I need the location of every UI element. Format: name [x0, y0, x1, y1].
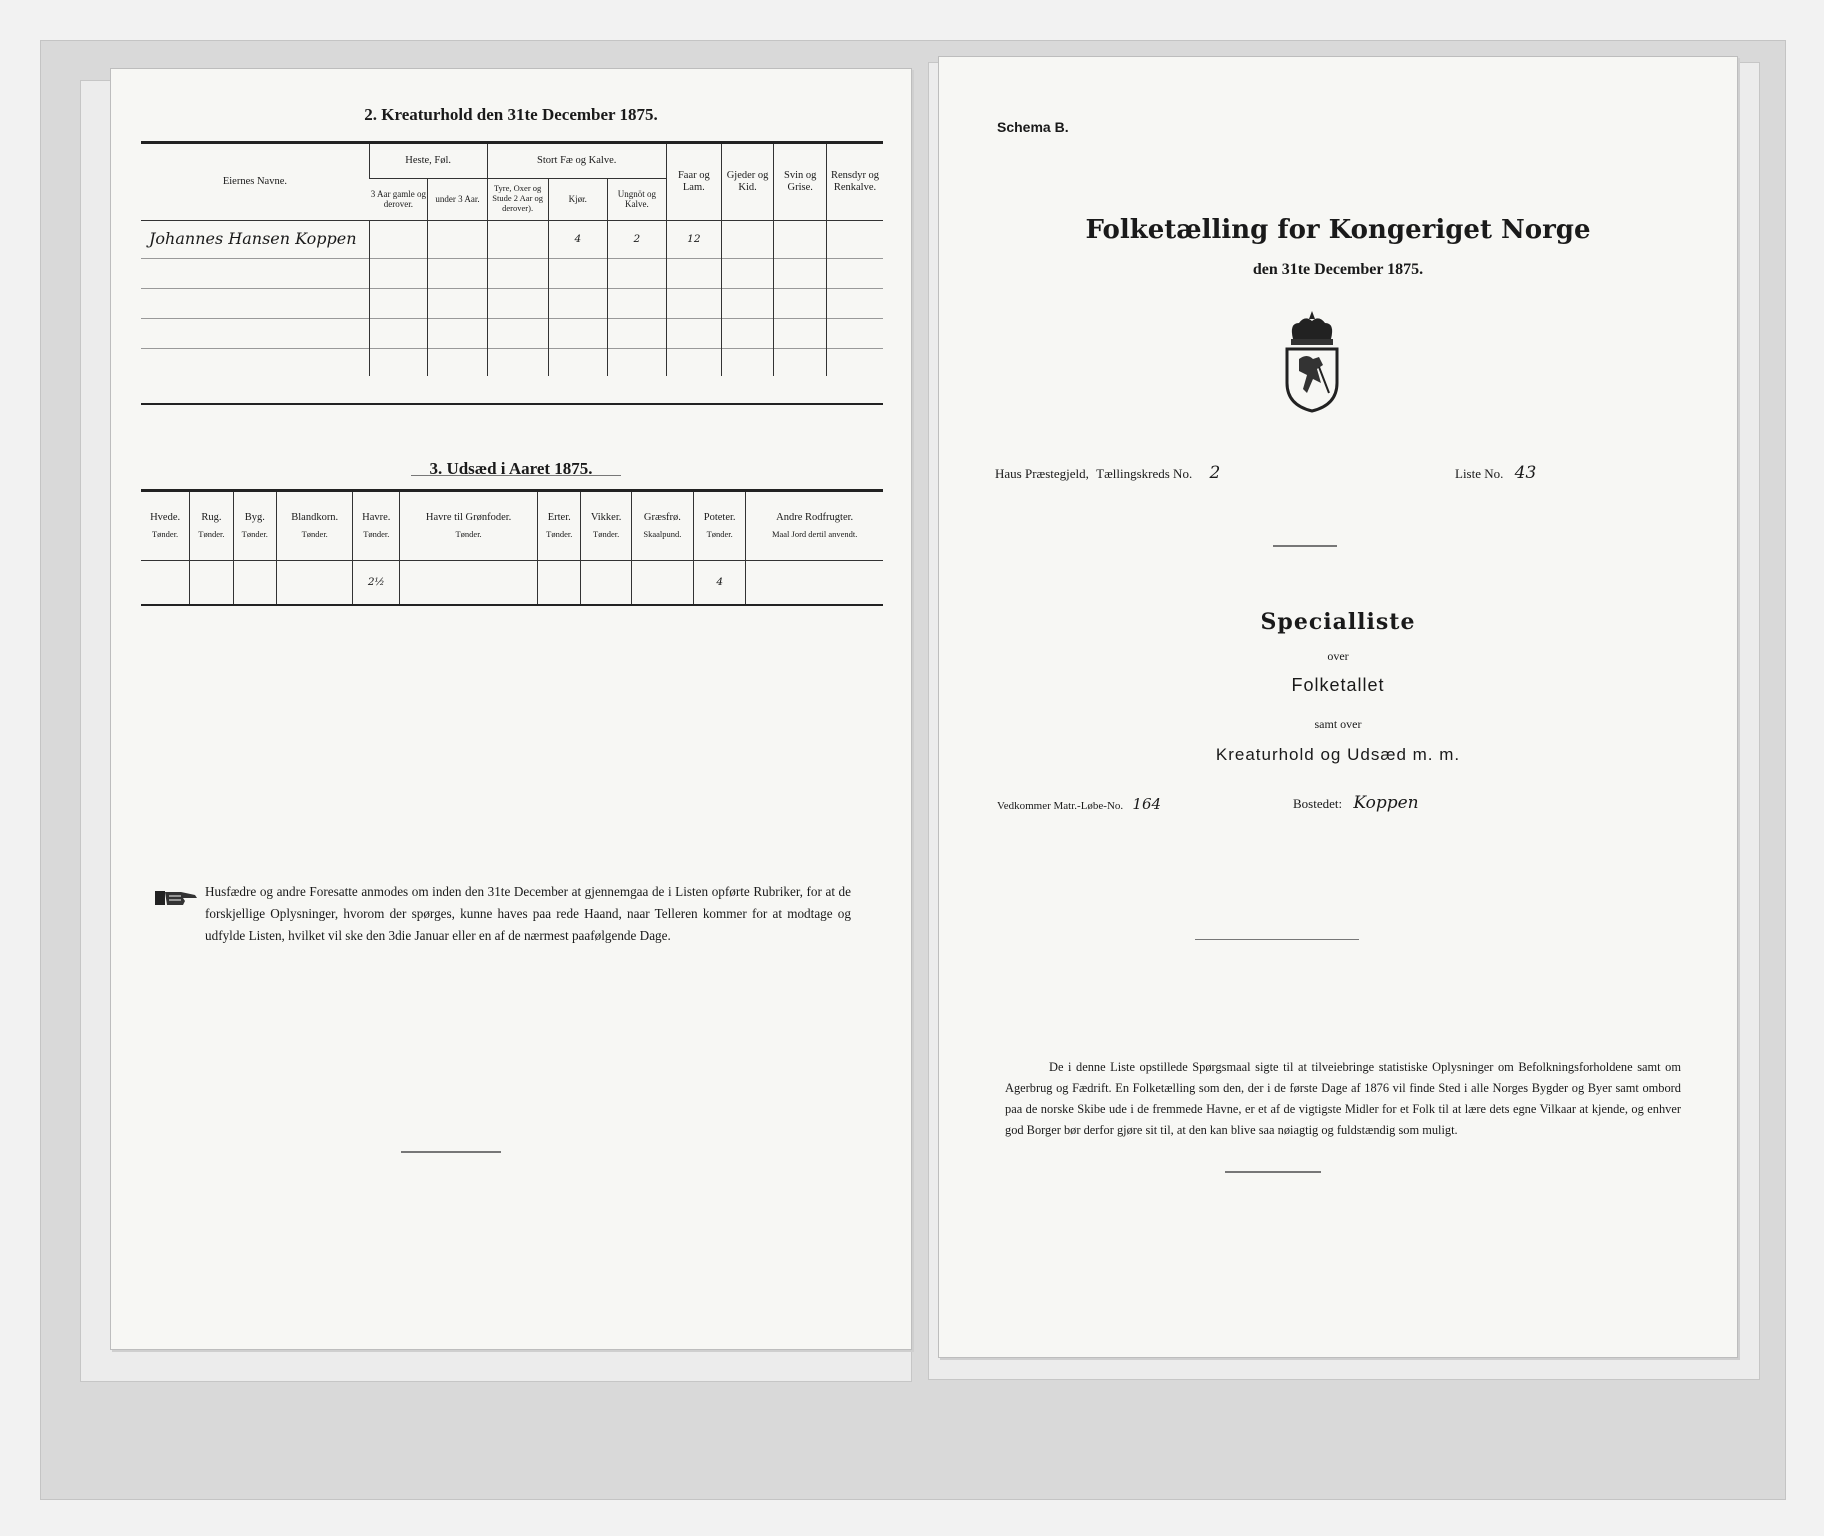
over-text: over [1327, 649, 1349, 663]
udsaed-col-name: Vikker. [590, 511, 622, 523]
norway-coat-of-arms-icon [1279, 309, 1345, 413]
udsaed-col-unit: Tønder. [301, 528, 328, 539]
udsaed-value-cell [141, 560, 190, 604]
col-tyre-header: Tyre, Oxer og Stude 2 Aar og derover). [487, 178, 548, 220]
udsaed-col-header [631, 492, 693, 560]
matr-field [997, 795, 1161, 813]
udsaed-col-name: Blandkorn. [291, 511, 339, 523]
udsaed-col-unit: Tønder. [546, 528, 573, 539]
census-date: den 31te December 1875. [1252, 261, 1424, 278]
matr-value: 164 [1132, 795, 1162, 813]
samt-over-text: samt over [1314, 717, 1362, 731]
udsaed-col-header [400, 492, 538, 560]
udsaed-col-header [233, 492, 276, 560]
table-row [141, 560, 883, 604]
udsaed-col-name: Havre. [362, 511, 391, 523]
udsaed-col-header [190, 492, 233, 560]
udsaed-value-cell [190, 560, 233, 604]
census-title: Folketælling for Kongeriget Norge [1085, 215, 1591, 245]
udsaed-col-name: Græsfrø. [643, 511, 681, 523]
liste-value: 43 [1514, 463, 1537, 483]
prestegjeld-value: Haus [995, 466, 1022, 481]
udsaed-value-cell [746, 560, 883, 604]
tellingskreds-label: Tællingskreds No. [1096, 466, 1193, 481]
udsaed-col-header [581, 492, 631, 560]
udsaed-col-unit: Tønder. [455, 528, 482, 539]
udsaed-col-unit: Maal Jord dertil anvendt. [771, 528, 858, 539]
prestegjeld-label: Præstegjeld, [1024, 466, 1089, 481]
right-page [938, 56, 1738, 1358]
matr-label: Vedkommer Matr.-Løbe-No. [997, 800, 1124, 812]
liste-label: Liste No. [1455, 466, 1504, 481]
udsaed-col-header [694, 492, 746, 560]
col-faar-header: Faar og Lam. [666, 144, 721, 220]
col-ungnot-header: Ungnöt og Kalve. [607, 178, 666, 220]
kjor-cell: 4 [548, 220, 607, 258]
schema-label: Schema B. [997, 119, 1069, 135]
left-notice-text: Husfædre og andre Foresatte anmodes om inden den 31te December at gjennemgaa de i Listen opførte Rubriker, for at de forskjellige Oplysninger, hvorom der spørges, kunne haves paa rede Haand, naar Telleren kommer for at modtage og udfylde Listen, hvilket vil ske den 3die Januar eller en af de nærmest paafølgende Dage. [205, 884, 851, 943]
separator [1195, 939, 1359, 940]
udsaed-col-unit: Tønder. [593, 528, 620, 539]
udsaed-value-cell: 4 [694, 560, 746, 604]
udsaed-value-cell [233, 560, 276, 604]
udsaed-title: 3. Udsæd i Aaret 1875. [429, 459, 593, 478]
udsaed-col-unit: Skaalpund. [643, 528, 682, 539]
tellingskreds-value: 2 [1209, 463, 1221, 483]
udsaed-value-cell [400, 560, 538, 604]
separator [1225, 1171, 1321, 1173]
udsaed-table [141, 492, 883, 604]
owner-cell: Johannes Hansen Koppen [149, 228, 357, 248]
udsaed-value-cell [538, 560, 581, 604]
col-gjeder-header: Gjeder og Kid. [721, 144, 774, 220]
heste-group-header: Heste, Føl. [369, 144, 487, 178]
udsaed-value-cell [581, 560, 631, 604]
col-svin-header: Svin og Grise. [774, 144, 827, 220]
udsaed-col-header [276, 492, 352, 560]
prestegjeld-field [995, 463, 1220, 483]
col-kjor-header: Kjør. [548, 178, 607, 220]
stort-fae-group-header: Stort Fæ og Kalve. [487, 144, 666, 178]
bostedet-value: Koppen [1353, 793, 1419, 813]
right-notice-text: De i denne Liste opstillede Spørgsmaal sigte til at tilveiebringe statistiske Oplysninger om Befolkningsforholdene samt om Agerbrug og Fædrift. En Folketælling som den, der i de første Dage af 1876 vil finde Sted i alle Norges Bygder og Byer samt ombord paa de norske Skibe ude i de fremmede Havne, er et af de vigtigste Midler for et Folk til at lære dets egne Vilkaar at kjende, og enhver god Borger bør derfor gjøre sit til, at den kan blive saa nøiagtig og fuldstændig som muligt. [1005, 1060, 1681, 1137]
udsaed-col-name: Byg. [244, 511, 265, 523]
separator [401, 1151, 501, 1153]
separator [1273, 545, 1337, 547]
col-heste-old-header: 3 Aar gamle og derover. [370, 188, 426, 209]
col-owner-header: Eiernes Navne. [222, 175, 287, 187]
udsaed-bottom-rule [141, 604, 883, 606]
pointing-hand-icon [155, 887, 199, 909]
bostedet-field [1293, 793, 1419, 813]
col-rensdyr-header: Rensdyr og Renkalve. [827, 144, 883, 220]
udsaed-col-header [746, 492, 883, 560]
udsaed-col-name: Rug. [201, 511, 222, 523]
udsaed-col-header [353, 492, 400, 560]
left-page [110, 68, 912, 1350]
udsaed-col-name: Poteter. [703, 511, 736, 523]
udsaed-col-unit: Tønder. [151, 528, 179, 539]
folketallet-text: Folketallet [1291, 675, 1385, 695]
kreaturhold-udsaed-text: Kreaturhold og Udsæd m. m. [1215, 745, 1461, 764]
liste-field [1455, 463, 1536, 483]
ungnot-cell: 2 [607, 220, 666, 258]
udsaed-col-unit: Tønder. [363, 528, 390, 539]
table-bottom-rule [141, 403, 883, 405]
udsaed-col-name: Hvede. [150, 511, 181, 523]
udsaed-value-cell [276, 560, 352, 604]
udsaed-col-unit: Tønder. [198, 528, 225, 539]
udsaed-col-name: Erter. [547, 511, 571, 523]
udsaed-col-name: Havre til Grønfoder. [425, 511, 512, 523]
faar-cell: 12 [666, 220, 721, 258]
udsaed-value-cell: 2½ [353, 560, 400, 604]
udsaed-col-name: Andre Rodfrugter. [776, 511, 854, 523]
kreaturhold-table [141, 144, 883, 376]
udsaed-col-header [538, 492, 581, 560]
bostedet-label: Bostedet: [1293, 796, 1343, 811]
specialliste-title: Specialliste [1260, 609, 1416, 635]
col-heste-young-header: under 3 Aar. [428, 178, 487, 220]
table-row [141, 220, 883, 258]
udsaed-col-header [141, 492, 190, 560]
udsaed-col-unit: Tønder. [241, 528, 268, 539]
udsaed-value-cell [631, 560, 693, 604]
kreaturhold-title: 2. Kreaturhold den 31te December 1875. [364, 105, 658, 124]
udsaed-col-unit: Tønder. [706, 528, 733, 539]
